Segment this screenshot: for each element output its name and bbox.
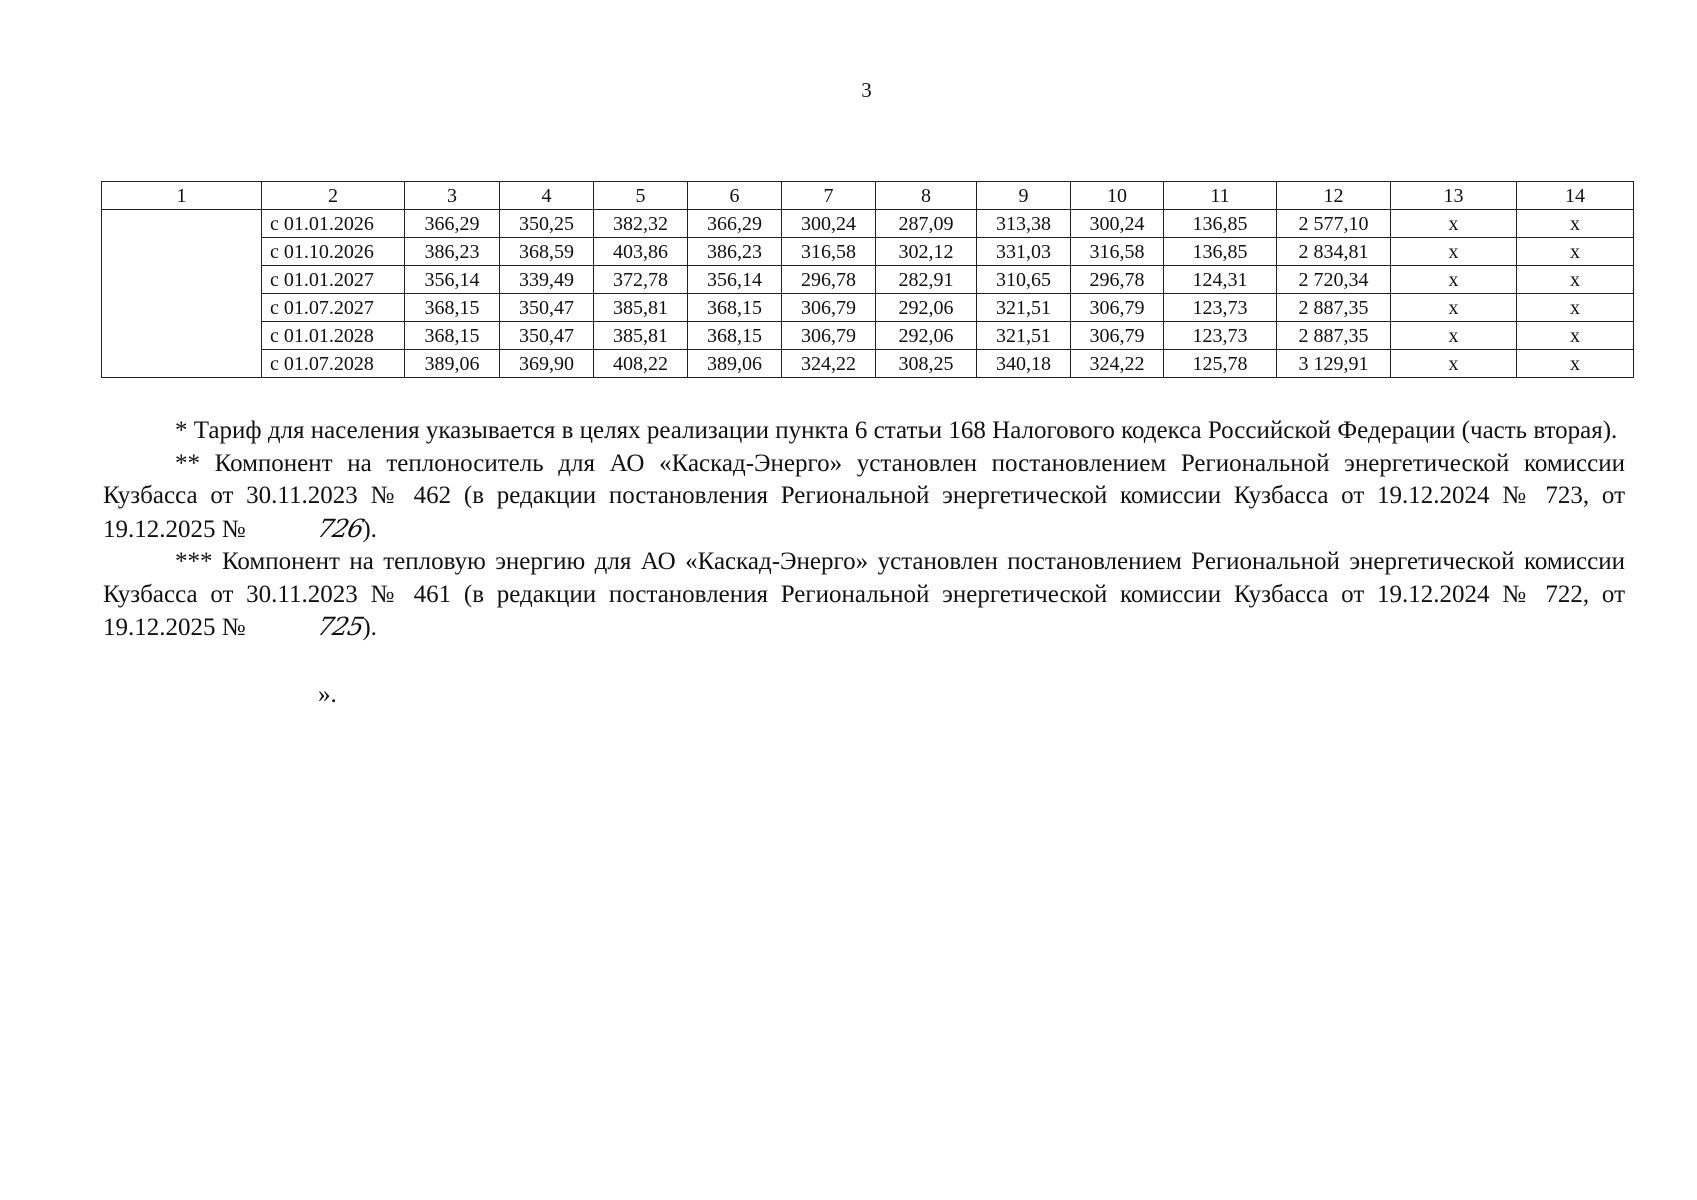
table-row — [102, 322, 1634, 350]
table-cell: 3 129,91 — [1277, 350, 1391, 378]
table-cell: х — [1517, 238, 1634, 266]
table-cell: 368,15 — [688, 322, 782, 350]
table-cell: 368,15 — [405, 294, 500, 322]
table-cell: 366,29 — [405, 210, 500, 238]
footnote-1: * Тариф для населения указывается в целях реализации пункта 6 статьи 168 Налогового кодекса Российской Федерации (часть вторая). — [175, 417, 1618, 444]
table-cell: 340,18 — [977, 350, 1071, 378]
closing-quote: ». — [318, 681, 337, 708]
table-body — [102, 210, 1634, 378]
table-cell: 369,90 — [500, 350, 594, 378]
table-cell: 321,51 — [977, 294, 1071, 322]
table-cell-blank — [102, 210, 262, 378]
table-cell: 2 887,35 — [1277, 322, 1391, 350]
table-cell: 136,85 — [1164, 210, 1277, 238]
column-header: 13 — [1391, 182, 1517, 210]
table-cell: 2 887,35 — [1277, 294, 1391, 322]
footnote-3-end: ). — [362, 614, 377, 641]
table-cell: 408,22 — [594, 350, 688, 378]
table-cell: х — [1517, 350, 1634, 378]
page-number: 3 — [861, 78, 872, 102]
table-cell: 2 720,34 — [1277, 266, 1391, 294]
table-cell: 313,38 — [977, 210, 1071, 238]
table-cell: 292,06 — [876, 322, 977, 350]
column-header: 4 — [500, 182, 594, 210]
column-header: 12 — [1277, 182, 1391, 210]
table-cell: 385,81 — [594, 294, 688, 322]
table-cell: 316,58 — [1071, 238, 1164, 266]
table-cell: 368,59 — [500, 238, 594, 266]
table-cell: 296,78 — [782, 266, 876, 294]
table-cell: 385,81 — [594, 322, 688, 350]
column-header: 11 — [1164, 182, 1277, 210]
table-header-row — [102, 182, 1634, 210]
table-cell: 300,24 — [1071, 210, 1164, 238]
table-cell: 350,47 — [500, 322, 594, 350]
table-cell: 316,58 — [782, 238, 876, 266]
table-cell-period: с 01.07.2027 — [262, 294, 405, 322]
table-cell: 372,78 — [594, 266, 688, 294]
table-cell-period: с 01.01.2026 — [262, 210, 405, 238]
table-cell: 292,06 — [876, 294, 977, 322]
column-header: 3 — [405, 182, 500, 210]
table-cell: 124,31 — [1164, 266, 1277, 294]
table-cell: 123,73 — [1164, 294, 1277, 322]
footnote-2-text: ** Компонент на теплоноситель для АО «Каскад-Энерго» установлен постановлением Региональной энергетической комиссии Кузбасса от 30.11.2023 № 462 (в редакции постановления Региональной энергетической комиссии Кузбасса от 19.12.2024 № 723, от 19.12.2025 № — [103, 449, 1625, 543]
table-cell: 125,78 — [1164, 350, 1277, 378]
table-cell: х — [1517, 294, 1634, 322]
table-cell: 306,79 — [1071, 294, 1164, 322]
table-row — [102, 266, 1634, 294]
table-cell: 324,22 — [782, 350, 876, 378]
column-header: 2 — [262, 182, 405, 210]
table-cell: х — [1391, 322, 1517, 350]
table-cell: 324,22 — [1071, 350, 1164, 378]
table-cell: 389,06 — [688, 350, 782, 378]
table-cell: 136,85 — [1164, 238, 1277, 266]
table-cell: 300,24 — [782, 210, 876, 238]
handwritten-number: 725 — [314, 612, 366, 641]
table-cell: 403,86 — [594, 238, 688, 266]
table-cell: 350,47 — [500, 294, 594, 322]
table-cell: 331,03 — [977, 238, 1071, 266]
table-cell: 2 834,81 — [1277, 238, 1391, 266]
table-cell: 287,09 — [876, 210, 977, 238]
column-header: 1 — [102, 182, 262, 210]
column-header: 8 — [876, 182, 977, 210]
table-cell: 310,65 — [977, 266, 1071, 294]
table-cell-period: с 01.01.2028 — [262, 322, 405, 350]
table-cell: 339,49 — [500, 266, 594, 294]
table-cell: 356,14 — [405, 266, 500, 294]
table-cell: х — [1391, 238, 1517, 266]
table-cell: х — [1517, 210, 1634, 238]
table-cell: х — [1517, 266, 1634, 294]
table-cell: 356,14 — [688, 266, 782, 294]
table-cell: 306,79 — [782, 294, 876, 322]
table-cell-period: с 01.01.2027 — [262, 266, 405, 294]
table-cell: 350,25 — [500, 210, 594, 238]
table-cell: 302,12 — [876, 238, 977, 266]
footnotes — [103, 415, 1625, 645]
table-row — [102, 210, 1634, 238]
table-cell: х — [1517, 322, 1634, 350]
table-cell: х — [1391, 294, 1517, 322]
table-cell: х — [1391, 350, 1517, 378]
table-cell: 2 577,10 — [1277, 210, 1391, 238]
table-cell: 308,25 — [876, 350, 977, 378]
table-cell: 321,51 — [977, 322, 1071, 350]
table-cell: 366,29 — [688, 210, 782, 238]
handwritten-number: 726 — [314, 513, 366, 543]
table-cell: 282,91 — [876, 266, 977, 294]
column-header: 6 — [688, 182, 782, 210]
footnote-2 — [103, 448, 1625, 547]
column-header: 9 — [977, 182, 1071, 210]
table-cell: 382,32 — [594, 210, 688, 238]
column-header: 10 — [1071, 182, 1164, 210]
table-cell: 386,23 — [688, 238, 782, 266]
table-cell: 368,15 — [405, 322, 500, 350]
column-header: 5 — [594, 182, 688, 210]
table-cell: 306,79 — [782, 322, 876, 350]
table-cell: 389,06 — [405, 350, 500, 378]
table-cell: 306,79 — [1071, 322, 1164, 350]
table-row — [102, 350, 1634, 378]
footnote-2-end: ). — [362, 515, 377, 543]
table-cell: 368,15 — [688, 294, 782, 322]
table-cell: 386,23 — [405, 238, 500, 266]
table-cell: 123,73 — [1164, 322, 1277, 350]
column-header: 7 — [782, 182, 876, 210]
table-cell: 296,78 — [1071, 266, 1164, 294]
table-cell: х — [1391, 266, 1517, 294]
table-row — [102, 294, 1634, 322]
footnote-3-text: *** Компонент на тепловую энергию для АО «Каскад-Энерго» установлен постановлением Региональной энергетической комиссии Кузбасса от 30.11.2023 № 461 (в редакции постановления Региональной энергетической комиссии Кузбасса от 19.12.2024 № 722, от 19.12.2025 № — [103, 548, 1625, 641]
column-header: 14 — [1517, 182, 1634, 210]
footnote-3 — [103, 546, 1625, 645]
table-cell-period: с 01.07.2028 — [262, 350, 405, 378]
tariff-table — [101, 181, 1634, 378]
table-cell: х — [1391, 210, 1517, 238]
table-row — [102, 238, 1634, 266]
table-cell-period: с 01.10.2026 — [262, 238, 405, 266]
